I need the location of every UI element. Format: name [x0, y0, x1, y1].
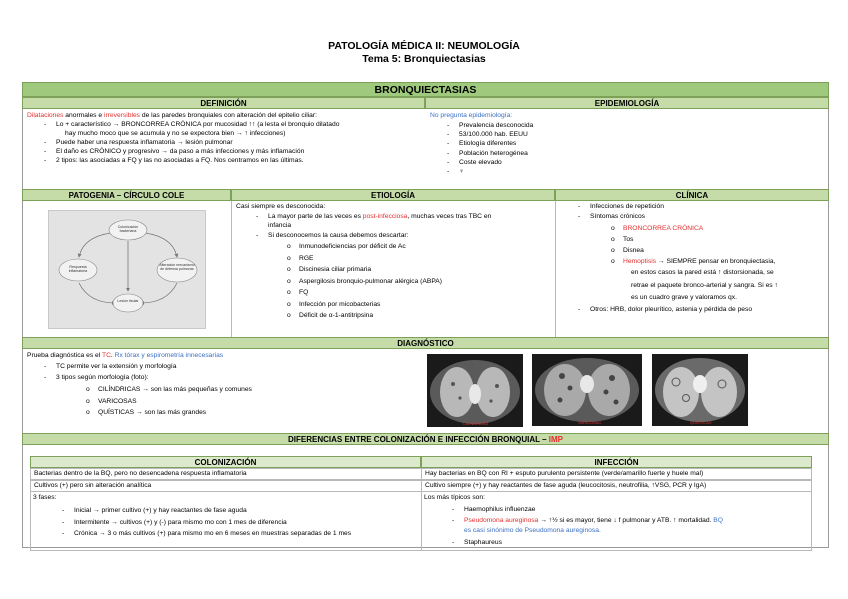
definicion-item: - Lo + característico → BRONCORREA CRÓNICA por mucosidad ↑↑ (a lesta el bronquio dilatado [44, 121, 340, 128]
ct-caption: QUÍSTICAS [690, 420, 712, 425]
tipico-item-cont: es casi sinónimo de Pseudomona aureginosa. [464, 527, 601, 534]
clinica-sublist [611, 223, 775, 267]
ct-varicosas-image [532, 354, 642, 426]
definicion-item: - Puede haber una respuesta inflamatoria → lesión pulmonar [44, 139, 233, 146]
diagnostico-item: - 3 tipos según morfología (foto): [44, 374, 149, 381]
etiologia-heading: ETIOLOGÍA [231, 189, 555, 201]
diferencias-row [30, 480, 812, 492]
tipico-item: - Haemophilus influenzae [452, 506, 536, 513]
clinica-item: - Síntomas crónicos [578, 213, 646, 220]
etiologia-intro: Casi siempre es desconocida: [236, 203, 326, 210]
fase-item: - Intermitente → cultivos (+) y (-) para mismo mo con 1 mes de diferencia [62, 518, 287, 526]
definicion-intro: Dilataciones anormales e irreversibles de las paredes bronquiales con alteración del epitelio ciliar: [27, 112, 317, 119]
etiologia-item-cont: infancia [268, 222, 292, 229]
definicion-item: - El daño es CRÓNICO y progresivo → da paso a más infecciones y más inflamación [44, 148, 305, 155]
diferencias-cell: Hay bacterias en BQ con RI + esputo purulento persistente (verde/amarillo fuerte y huele mal) [425, 470, 704, 477]
etiologia-item: - Si desconocemos la causa debemos descartar: [256, 232, 409, 239]
circulo-cole-diagram [48, 210, 206, 329]
ct-scan-graphic [652, 354, 748, 426]
ct-caption: VARICOSAS [578, 420, 602, 425]
fases-list [62, 505, 351, 540]
definicion-item-cont: hay mucho moco que se acumula y no se expectora bien → ↑ infecciones) [65, 130, 286, 137]
diferencias-heading: DIFERENCIAS ENTRE COLONIZACIÓN E INFECCIÓN BRONQUIAL – IMP [22, 433, 829, 445]
etiologia-subitem: o RGE [287, 254, 314, 262]
ct-cilindricas-image [427, 354, 523, 427]
tipico-item: - Staphaureus [452, 539, 502, 546]
etiologia-sublist [287, 241, 442, 322]
diagnostico-type: o CILÍNDRICAS → son las más pequeñas y comunes [86, 386, 252, 393]
epidemiologia-item: - Prevalencia desconocida [447, 122, 534, 129]
epidemiologia-item: - 53/100.000 hab. EEUU [447, 131, 528, 139]
etiologia-subitem: o Déficit de α-1-antitripsina [287, 312, 374, 319]
etiologia-subitem: o Aspergilosis bronquio-pulmonar alérgica (ABPA) [287, 277, 442, 285]
column-divider [421, 492, 422, 551]
diferencias-row [30, 468, 812, 480]
diagnostico-type: o VARICOSAS [86, 397, 137, 405]
diagnostico-intro: Prueba diagnóstica es el TC. Rx tórax y espirometría innecesarias [27, 352, 224, 359]
etiologia-subitem: o Infección por micobacterias [287, 300, 381, 308]
patogenia-heading: PATOGENIA – CÍRCULO COLE [22, 189, 231, 201]
diferencias-cell: Bacterias dentro de la BQ, pero no desencadena respuesta inflamatoria [31, 469, 422, 479]
clinica-item: - Otros: HRB, dolor pleurítico, astenia y pérdida de peso [578, 306, 753, 313]
clinica-subitem: o BRONCORREA CRÓNICA [611, 225, 704, 232]
epidemiologia-heading: EPIDEMIOLOGÍA [425, 97, 829, 109]
diagnostico-item: - TC permite ver la extensión y morfología [44, 363, 177, 370]
tipico-item: - Pseudomona aureginosa → ↑½ si es mayor, tiene ↓ f pulmonar y ATB. ↑ mortalidad. BQ [452, 517, 723, 524]
ct-quisticas-image [652, 354, 748, 426]
infeccion-heading: INFECCIÓN [421, 456, 812, 468]
ct-scan-graphic [532, 354, 642, 426]
node-respuesta: Respuesta inflamatoria [68, 265, 88, 274]
document-title: PATOLOGÍA MÉDICA II: NEUMOLOGÍA [328, 40, 520, 52]
etiologia-subitem: o Inmunodeficiencias por déficit de Ac [287, 243, 406, 250]
tipicos-title: Los más típicos son: [424, 494, 485, 501]
node-lesion: Lesión tisular [117, 299, 139, 303]
epidemiologia-list [447, 121, 533, 176]
diferencias-cell: Cultivo siempre (+) y hay reactantes de fase aguda (leucocitosis, neutrofilia, ↑VSG, PCR y IgA) [425, 482, 707, 489]
fase-item: - Crónica → 3 o más cultivos (+) para mismo mo en 6 meses en muestras separadas de 1 mes [62, 530, 352, 537]
clinica-subitem: o Tos [611, 236, 634, 243]
node-colonizacion: Colonización bacteriana [117, 225, 139, 234]
colonizacion-heading: COLONIZACIÓN [30, 456, 421, 468]
epidemiologia-item: - ♀ [447, 168, 465, 176]
diagnostico-types [86, 384, 252, 419]
column-divider [555, 201, 556, 337]
ct-caption: CILÍNDRICAS [463, 421, 489, 426]
clinica-heading: CLÍNICA [555, 189, 829, 201]
fases-title: 3 fases: [33, 494, 57, 501]
epidemiologia-item: - Población heterogénea [447, 149, 528, 157]
etiologia-subitem: o FQ [287, 289, 309, 296]
clinica-hemoptisis-cont: en estos casos la pared está ↑ distorsionada, se [631, 269, 774, 276]
main-title: BRONQUIECTASIAS [22, 82, 829, 97]
epidemiologia-note: No pregunta epidemiología: [430, 112, 513, 119]
clinica-item: - Infecciones de repetición [578, 203, 664, 210]
document-subtitle: Tema 5: Bronquiectasias [362, 53, 486, 65]
epidemiologia-item: - Coste elevado [447, 158, 502, 166]
definicion-item: - 2 tipos: las asociadas a FQ y las no asociadas a FQ. Nos centramos en las últimas. [44, 157, 304, 164]
clinica-subitem: o Hemoptisis → SIEMPRE pensar en bronquiectasia, [611, 258, 776, 265]
definicion-heading: DEFINICIÓN [22, 97, 425, 109]
etiologia-item: - La mayor parte de las veces es post-infecciosa, muchas veces tras TBC en [256, 213, 492, 220]
clinica-subitem: o Disnea [611, 247, 644, 254]
ct-scan-graphic [427, 354, 523, 427]
clinica-hemoptisis-cont: es un cuadro grave y valoramos qx. [631, 294, 737, 301]
diferencias-cell: Cultivos (+) pero sin alteración analítica [31, 481, 422, 491]
column-divider [231, 201, 232, 337]
clinica-hemoptisis-cont: retrae el paquete bronco-arterial y sangra. Si es ↑ [631, 282, 778, 289]
node-alteracion: Alteración mecanismo de defensa pulmonar [159, 263, 195, 272]
etiologia-subitem: o Discinesia ciliar primaria [287, 266, 372, 273]
fase-item: - Inicial → primer cultivo (+) y hay reactantes de fase aguda [62, 507, 247, 514]
diagnostico-heading: DIAGNÓSTICO [22, 337, 829, 349]
diagnostico-type: o QUÍSTICAS → son las más grandes [86, 409, 207, 416]
epidemiologia-item: - Etiología diferentes [447, 140, 517, 148]
